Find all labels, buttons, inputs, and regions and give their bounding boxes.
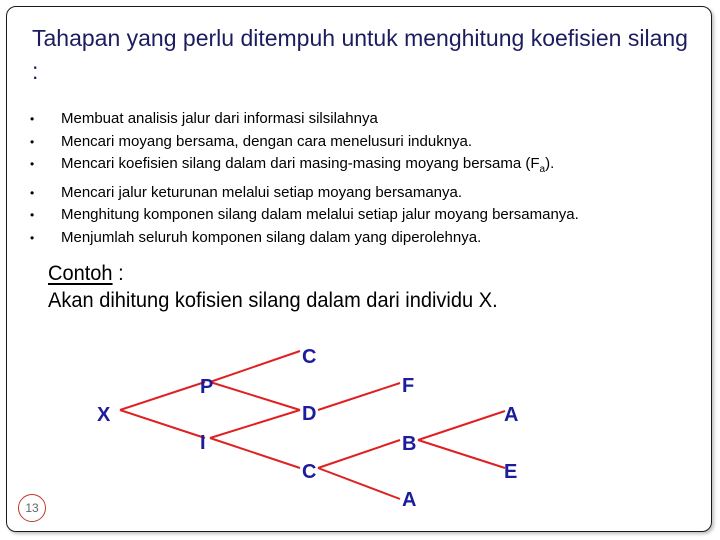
edge-b-a1 <box>418 411 505 440</box>
edge-i-c2 <box>210 438 300 468</box>
node-b: B <box>402 433 417 455</box>
node-c2: C <box>302 461 317 483</box>
edge-x-p <box>120 382 205 410</box>
node-c1: C <box>302 346 317 368</box>
node-f: F <box>402 375 415 397</box>
list-item: • Mencari jalur keturunan melalui setiap moyang bersamanya. <box>30 183 463 201</box>
slide-title: Tahapan yang perlu ditempuh untuk menghitung koefisien silang : <box>32 25 688 84</box>
edge-d-f <box>318 383 400 410</box>
list-item: • Menjumlah seluruh komponen silang dalam yang diperolehnya. <box>30 228 482 246</box>
edge-p-d <box>210 382 300 410</box>
list-item: • Membuat analisis jalur dari informasi silsilahnya <box>30 110 378 127</box>
node-a2: A <box>402 489 417 511</box>
node-e: E <box>504 461 518 483</box>
edge-b-e <box>418 440 505 468</box>
node-p: P <box>200 376 214 398</box>
edge-i-d <box>210 410 300 438</box>
node-a1: A <box>504 404 519 426</box>
edge-p-c1 <box>210 351 300 382</box>
edge-x-i <box>120 410 205 438</box>
node-d: D <box>302 403 317 425</box>
page-number: 13 <box>18 494 46 522</box>
node-x: X <box>97 404 111 426</box>
edge-c2-b <box>318 440 400 468</box>
edge-c2-a2 <box>318 468 400 499</box>
list-item: • Mencari moyang bersama, dengan cara menelusuri induknya. <box>30 132 473 150</box>
example-block: Contoh : Akan dihitung kofisien silang dalam dari individu X. <box>48 262 498 312</box>
list-item: • Mencari koefisien silang dalam dari masing-masing moyang bersama $(F_a)$. <box>30 155 555 175</box>
example-heading: Contoh <box>48 262 113 285</box>
example-text: Akan dihitung kofisien silang dalam dari individu X. <box>48 289 498 312</box>
node-i: I <box>200 432 206 454</box>
list-item: • Menghitung komponen silang dalam melalui setiap jalur moyang bersamanya. <box>30 206 579 223</box>
